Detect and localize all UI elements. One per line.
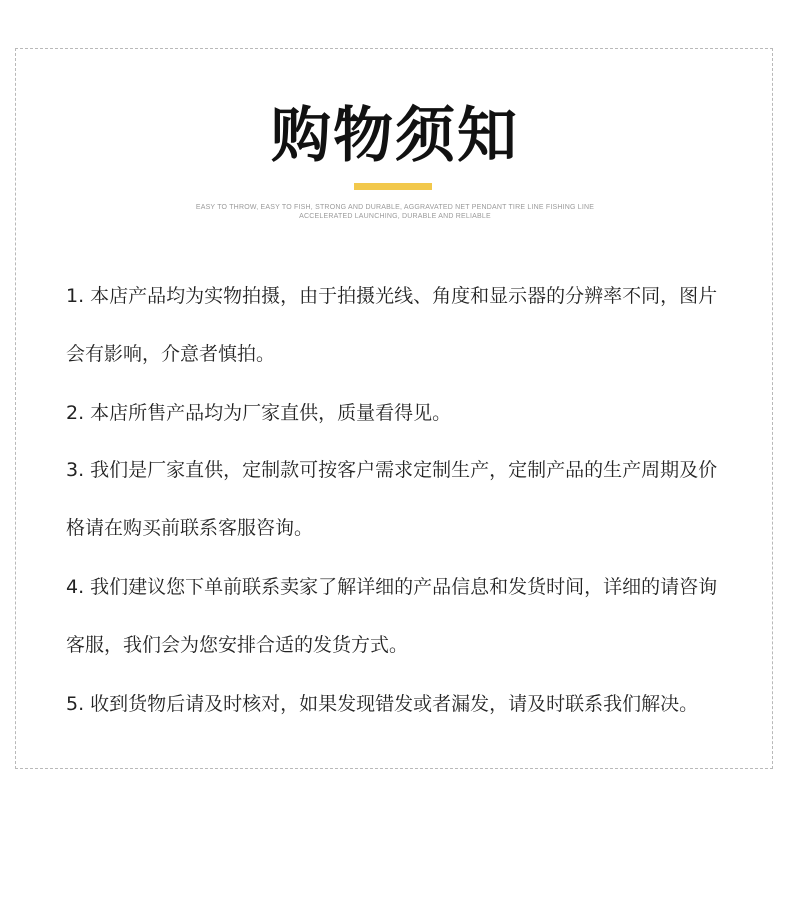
title-accent-bar (354, 183, 432, 190)
notice-item-1: 1. 本店产品均为实物拍摄，由于拍摄光线、角度和显示器的分辨率不同，图片会有影响，介意者慎拍。 (66, 285, 718, 365)
notice-item-2: 2. 本店所售产品均为厂家直供，质量看得见。 (66, 402, 452, 424)
page-title: 购物须知 (271, 101, 519, 171)
notice-item-4: 4. 我们建议您下单前联系卖家了解详细的产品信息和发货时间，详细的请咨询客服，我们会为您安排合适的发货方式。 (66, 576, 718, 656)
notice-item-3: 3. 我们是厂家直供，定制款可按客户需求定制生产，定制产品的生产周期及价格请在购买前联系客服咨询。 (66, 459, 718, 539)
subtitle-line-1: EASY TO THROW, EASY TO FISH, STRONG AND DURABLE, AGGRAVATED NET PENDANT TIRE LINE FISHING LINE (195, 204, 595, 211)
notice-item-5: 5. 收到货物后请及时核对，如果发现错发或者漏发，请及时联系我们解决。 (66, 693, 699, 715)
subtitle-line-2: ACCELERATED LAUNCHING, DURABLE AND RELIABLE (299, 213, 491, 220)
english-subtitle (0, 203, 790, 221)
